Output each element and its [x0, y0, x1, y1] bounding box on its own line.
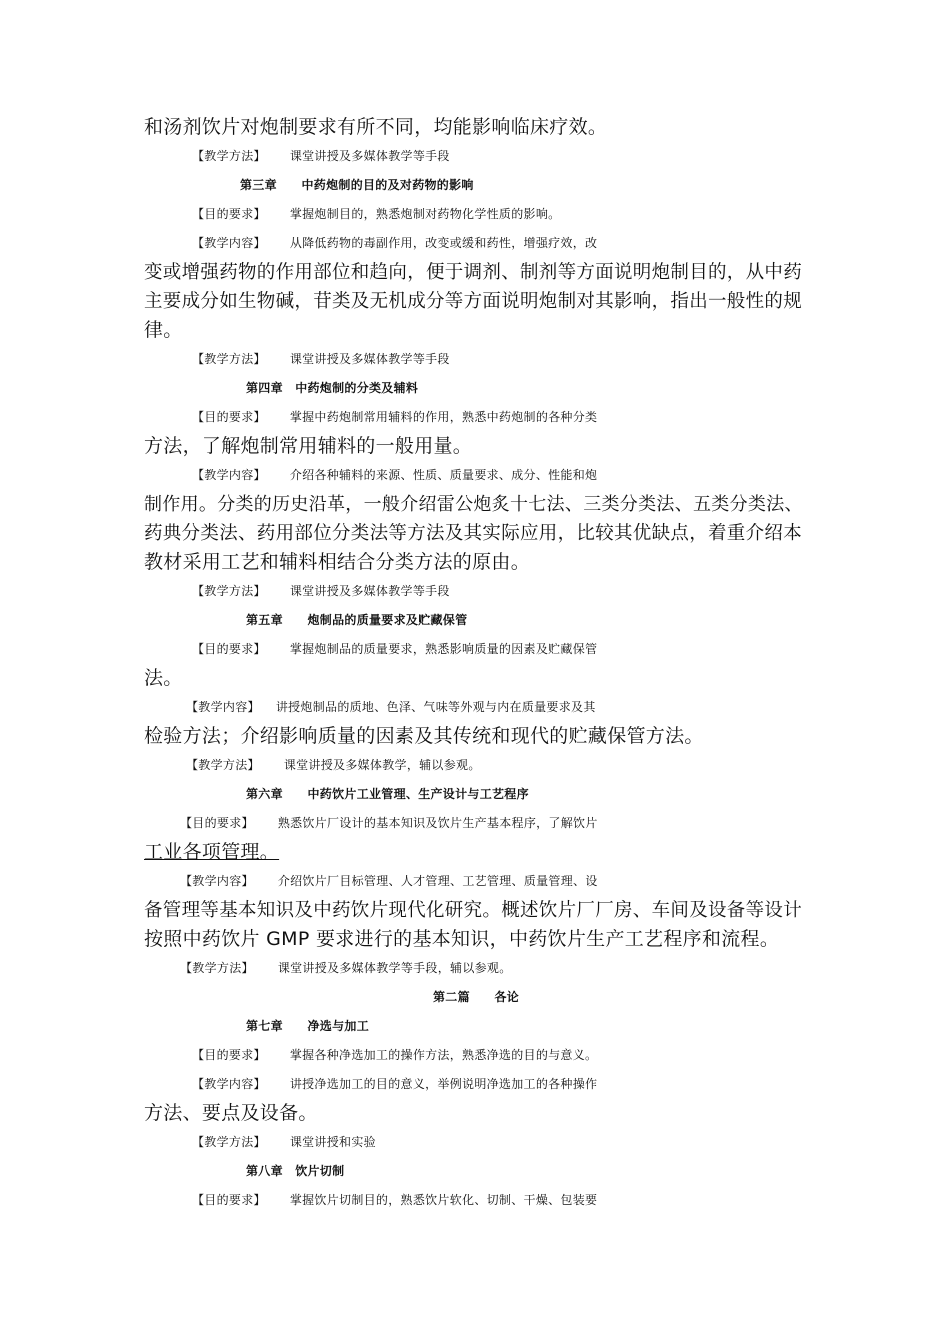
label-tag: 【教学内容】 — [192, 1077, 266, 1091]
teaching-method-line: 【教学方法】 课堂讲授及多媒体教学等手段，辅以参观。 — [180, 961, 512, 975]
body-text-line: 药典分类法、药用部位分类法等方法及其实际应用，比较其优缺点，着重介绍本 — [144, 523, 803, 544]
body-text-line: 方法，了解炮制常用辅料的一般用量。 — [144, 435, 473, 457]
label-tag: 【目的要求】 — [192, 642, 266, 656]
chapter-heading: 第六章 中药饮片工业管理、生产设计与工艺程序 — [246, 787, 529, 801]
teaching-method-line: 【教学方法】 课堂讲授及多媒体教学等手段 — [192, 352, 450, 366]
label-tag: 【教学内容】 — [180, 874, 254, 888]
chapter-heading: 第四章 中药炮制的分类及辅料 — [246, 381, 419, 395]
label-tag: 【目的要求】 — [192, 1193, 266, 1207]
objective-line: 【目的要求】 掌握炮制目的，熟悉炮制对药物化学性质的影响。 — [192, 207, 561, 221]
objective-line: 【目的要求】 掌握中药炮制常用辅料的作用，熟悉中药炮制的各种分类 — [192, 410, 598, 424]
content-line: 【教学内容】 讲授炮制品的质地、色泽、气味等外观与内在质量要求及其 — [186, 700, 596, 714]
label-tag: 【教学内容】 — [186, 700, 260, 714]
body-text-line: 律。 — [144, 319, 183, 341]
body-text-line: 检验方法；介绍影响质量的因素及其传统和现代的贮藏保管方法。 — [144, 725, 704, 747]
label-tag: 【教学方法】 — [192, 149, 266, 163]
objective-line: 【目的要求】 掌握各种净选加工的操作方法，熟悉净选的目的与意义。 — [192, 1048, 598, 1062]
body-text-line: 备管理等基本知识及中药饮片现代化研究。概述饮片厂厂房、车间及设备等设计 — [144, 900, 803, 921]
teaching-method-line: 【教学方法】 课堂讲授及多媒体教学等手段 — [192, 149, 450, 163]
label-tag: 【目的要求】 — [192, 1048, 266, 1062]
chapter-heading: 第七章 净选与加工 — [246, 1019, 370, 1033]
label-tag: 【教学方法】 — [192, 352, 266, 366]
part-heading: 第二篇 各论 — [433, 990, 520, 1004]
body-text-line: 按照中药饮片 GMP 要求进行的基本知识，中药饮片生产工艺程序和流程。 — [144, 928, 780, 950]
label-tag: 【教学内容】 — [192, 236, 266, 250]
content-line: 【教学内容】 介绍饮片厂目标管理、人才管理、工艺管理、质量管理、设 — [180, 874, 598, 888]
objective-line: 【目的要求】 掌握炮制品的质量要求，熟悉影响质量的因素及贮藏保管 — [192, 642, 598, 656]
body-text-line: 法。 — [144, 667, 183, 689]
body-text-line: 变或增强药物的作用部位和趋向，便于调剂、制剂等方面说明炮制目的，从中药 — [144, 262, 803, 283]
body-text-line: 和汤剂饮片对炮制要求有所不同，均能影响临床疗效。 — [144, 116, 608, 138]
label-tag: 【教学内容】 — [192, 468, 266, 482]
label-tag: 【教学方法】 — [192, 1135, 266, 1149]
content-line: 【教学内容】 讲授净选加工的目的意义，举例说明净选加工的各种操作 — [192, 1077, 598, 1091]
body-text-line: 主要成分如生物碱，苷类及无机成分等方面说明炮制对其影响，指出一般性的规 — [144, 291, 803, 312]
teaching-method-line: 【教学方法】 课堂讲授及多媒体教学等手段 — [192, 584, 450, 598]
chapter-heading: 第五章 炮制品的质量要求及贮藏保管 — [246, 613, 468, 627]
label-tag: 【目的要求】 — [180, 816, 254, 830]
chapter-heading: 第三章 中药炮制的目的及对药物的影响 — [240, 178, 474, 192]
label-tag: 【教学方法】 — [192, 584, 266, 598]
body-text-line: 工业各项管理。 — [144, 841, 280, 863]
label-tag: 【目的要求】 — [192, 207, 266, 221]
body-text-line: 制作用。分类的历史沿革，一般介绍雷公炮炙十七法、三类分类法、五类分类法、 — [144, 494, 803, 515]
body-text-line: 教材采用工艺和辅料相结合分类方法的原由。 — [144, 551, 531, 573]
content-line: 【教学内容】 从降低药物的毒副作用，改变或缓和药性，增强疗效，改 — [192, 236, 598, 250]
body-text-line: 方法、要点及设备。 — [144, 1102, 318, 1124]
label-tag: 【教学方法】 — [186, 758, 260, 772]
label-tag: 【教学方法】 — [180, 961, 254, 975]
teaching-method-line: 【教学方法】 课堂讲授及多媒体教学，辅以参观。 — [186, 758, 481, 772]
objective-line: 【目的要求】 熟悉饮片厂设计的基本知识及饮片生产基本程序，了解饮片 — [180, 816, 598, 830]
label-tag: 【目的要求】 — [192, 410, 266, 424]
teaching-method-line: 【教学方法】 课堂讲授和实验 — [192, 1135, 376, 1149]
chapter-heading: 第八章 饮片切制 — [246, 1164, 345, 1178]
objective-line: 【目的要求】 掌握饮片切制目的，熟悉饮片软化、切制、干燥、包装要 — [192, 1193, 598, 1207]
content-line: 【教学内容】 介绍各种辅料的来源、性质、质量要求、成分、性能和炮 — [192, 468, 598, 482]
